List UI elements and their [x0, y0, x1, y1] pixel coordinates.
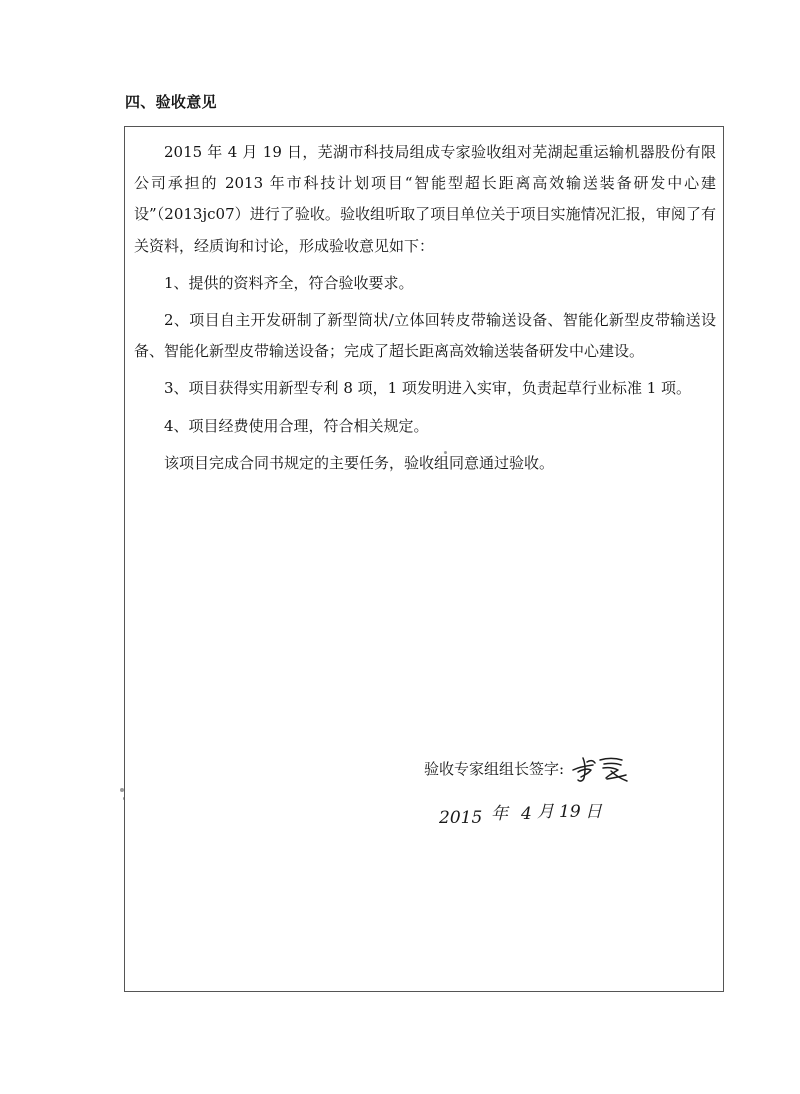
date-day-unit: 日 — [585, 802, 602, 822]
opinion-paragraph: 该项目完成合同书规定的主要任务，验收组同意通过验收。 — [164, 453, 555, 472]
opinion-paragraph: 2015 年 4 月 19 日，芜湖市科技局组成专家验收组对芜湖起重运输机器股份有限公司承担的 2013 年市科技计划项目“智能型超长距离高效输送装备研发中心建设”（2013jc07）进行了验收。验收组听取了项目单位关于项目实施情况汇报，审阅了有关资料，经质询和讨论，形成验收意见如下： — [134, 143, 716, 255]
date-month-unit: 月 — [537, 802, 554, 822]
opinion-box — [124, 126, 724, 992]
signature-label: 验收专家组组长签字: — [424, 760, 565, 778]
opinion-paragraph: 3、项目获得实用新型专利 8 项，1 项发明进入实审，负责起草行业标准 1 项。 — [164, 379, 692, 398]
opinion-paragraph: 1、提供的资料齐全，符合验收要求。 — [164, 273, 414, 292]
date-year: 2015 — [439, 808, 483, 828]
signature-line — [424, 751, 633, 787]
opinion-body — [134, 137, 716, 485]
handwritten-date — [437, 793, 637, 837]
opinion-paragraph: 4、项目经费使用合理，符合相关规定。 — [164, 416, 429, 435]
section-title: 四、验收意见 — [125, 93, 217, 111]
handwritten-signature — [571, 751, 633, 787]
date-year-unit: 年 — [491, 804, 508, 824]
opinion-paragraph: 2、项目自主开发研制了新型筒状/立体回转皮带输送设备、智能化新型皮带输送设备、智能化新型皮带输送设备；完成了超长距离高效输送装备研发中心建设。 — [134, 311, 716, 361]
date-month: 4 — [521, 804, 532, 824]
date-day: 19 — [559, 802, 581, 822]
